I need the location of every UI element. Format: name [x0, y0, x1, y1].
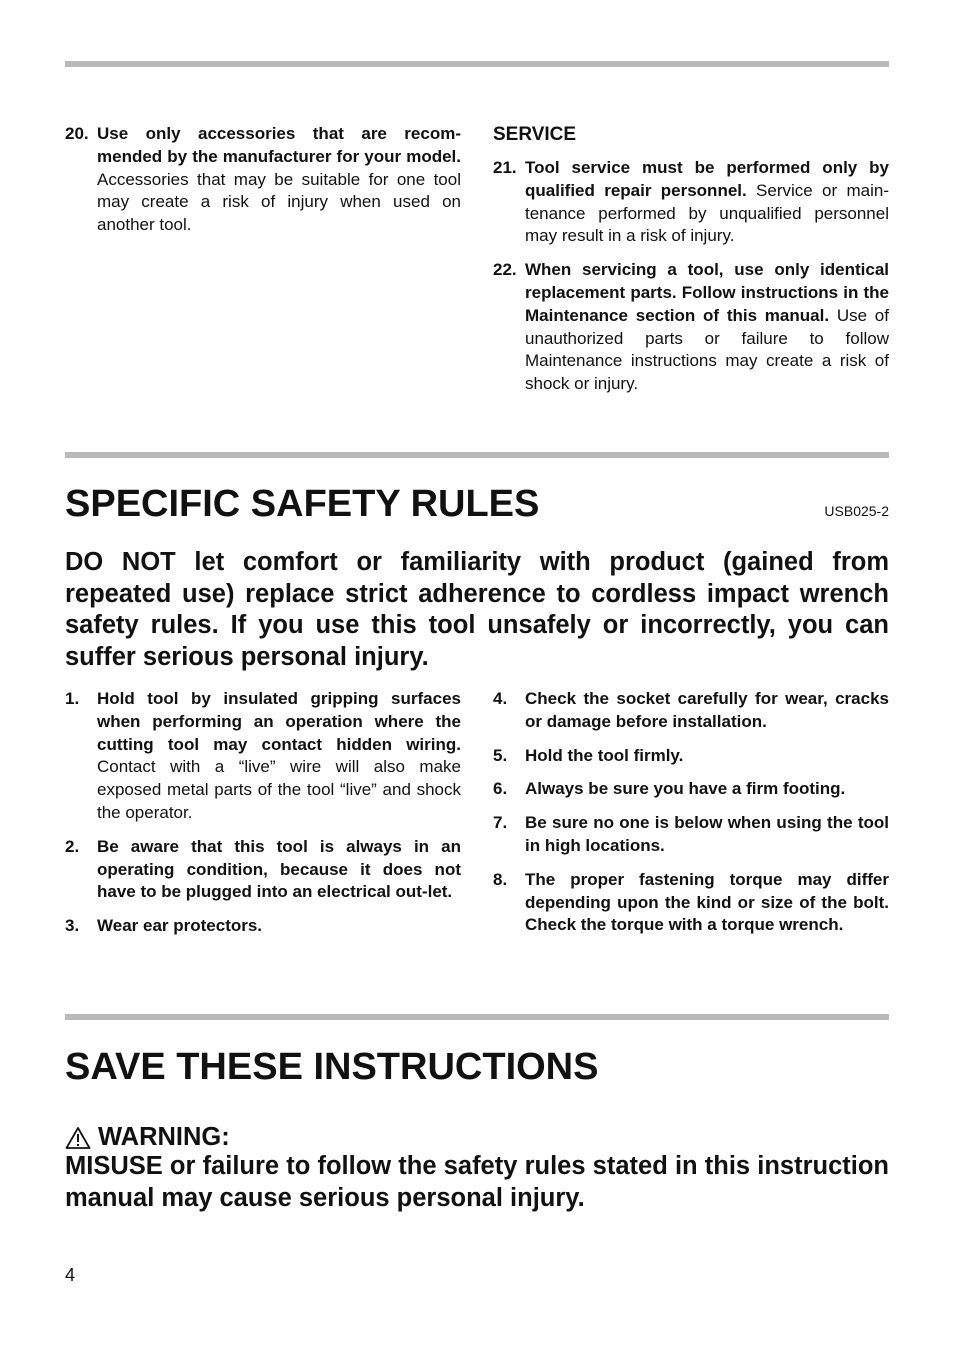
item-bold-text: When servicing a tool, use only identical replacement parts. Follow instructions in the Maintenance section of this manual. — [525, 260, 889, 325]
list-item-4 — [493, 688, 889, 734]
list-item-22 — [493, 259, 889, 396]
item-text — [525, 157, 889, 248]
service-column — [493, 124, 889, 407]
save-instructions-title: SAVE THESE INSTRUCTIONS — [65, 1046, 599, 1088]
section-divider-specific — [65, 452, 889, 458]
warning-label: WARNING: — [98, 1123, 230, 1151]
item-bold-text: Check the socket carefully for wear, cracks or damage before installation. — [525, 689, 889, 731]
item-number: 5. — [493, 745, 508, 765]
item-body-text: Contact with a “live” wire will also make exposed metal parts of the tool “live” and shock the operator. — [97, 757, 461, 822]
section-divider-save — [65, 1014, 889, 1020]
item-bold-text: Hold tool by insulated gripping surfaces when performing an operation where the cutting tool may contact hidden wiring. — [97, 689, 461, 754]
item-number: 4. — [493, 689, 508, 708]
list-item-8 — [493, 869, 889, 937]
item-number: 21. — [493, 158, 517, 177]
item-body-text: Service or main-tenance performed by unqualified personnel may result in a risk of injury. — [525, 180, 889, 246]
service-heading: SERVICE — [493, 124, 577, 145]
top-divider — [65, 61, 889, 67]
item-body-text: Accessories that may be suitable for one tool may create a risk of injury when used on another tool. — [97, 169, 461, 235]
item-number: 1. — [65, 689, 80, 708]
item-text — [97, 688, 461, 825]
item-bold-text: Hold the tool firmly. — [525, 745, 684, 765]
item-bold-text: Be aware that this tool is always in an operating condition, because it does not have to be plugged into an electrical out-let. — [97, 836, 461, 902]
specific-rules-column-left — [65, 688, 461, 949]
item-number: 22. — [493, 260, 517, 280]
item-number: 7. — [493, 813, 508, 833]
page-number: 4 — [65, 1265, 76, 1285]
list-item-7 — [493, 812, 889, 858]
item-number: 3. — [65, 916, 80, 936]
item-bold-text: Use only accessories that are recom-mended by the manufacturer for your model. — [97, 124, 461, 166]
item-body-text: Use of unauthorized parts or failure to follow Maintenance instructions may create a risk of shock or injury. — [525, 305, 889, 394]
item-number: 8. — [493, 869, 508, 889]
item-number: 20. — [65, 124, 89, 143]
item-text — [97, 123, 461, 237]
list-item-6 — [493, 778, 889, 801]
list-item-2 — [65, 836, 461, 904]
item-bold-text: Tool service must be performed only by qualified repair personnel. — [525, 158, 889, 200]
specific-safety-rules-title: SPECIFIC SAFETY RULES — [65, 483, 540, 525]
specific-rules-column-right — [493, 688, 889, 948]
warning-text: MISUSE or failure to follow the safety rules stated in this instruction manual may cause serious personal injury. — [65, 1152, 889, 1212]
specific-lead-paragraph: DO NOT let comfort or familiarity with product (gained from repeated use) replace strict adherence to cordless impact wrench safety rules. If you use this tool unsafely or incorrectly, you can suffer serious personal injury. — [65, 548, 889, 672]
item-bold-text: Wear ear protectors. — [97, 916, 263, 936]
item-bold-text: Always be sure you have a firm footing. — [525, 779, 846, 799]
item-number: 2. — [65, 836, 80, 856]
list-item-21 — [493, 157, 889, 248]
warning-heading — [65, 1122, 230, 1154]
item-bold-text: The proper fastening torque may differ depending upon the kind or size of the bolt. Check the torque with a torque wrench. — [525, 869, 889, 935]
item-text — [525, 259, 889, 396]
warning-triangle-icon — [65, 1126, 91, 1150]
general-rules-column-left — [65, 123, 461, 248]
item-number: 6. — [493, 779, 508, 799]
document-code: USB025-2 — [824, 503, 889, 519]
list-item-5 — [493, 745, 889, 768]
list-item-20 — [65, 123, 461, 237]
list-item-1 — [65, 688, 461, 825]
item-bold-text: Be sure no one is below when using the tool in high locations. — [525, 813, 889, 855]
list-item-3 — [65, 915, 461, 938]
